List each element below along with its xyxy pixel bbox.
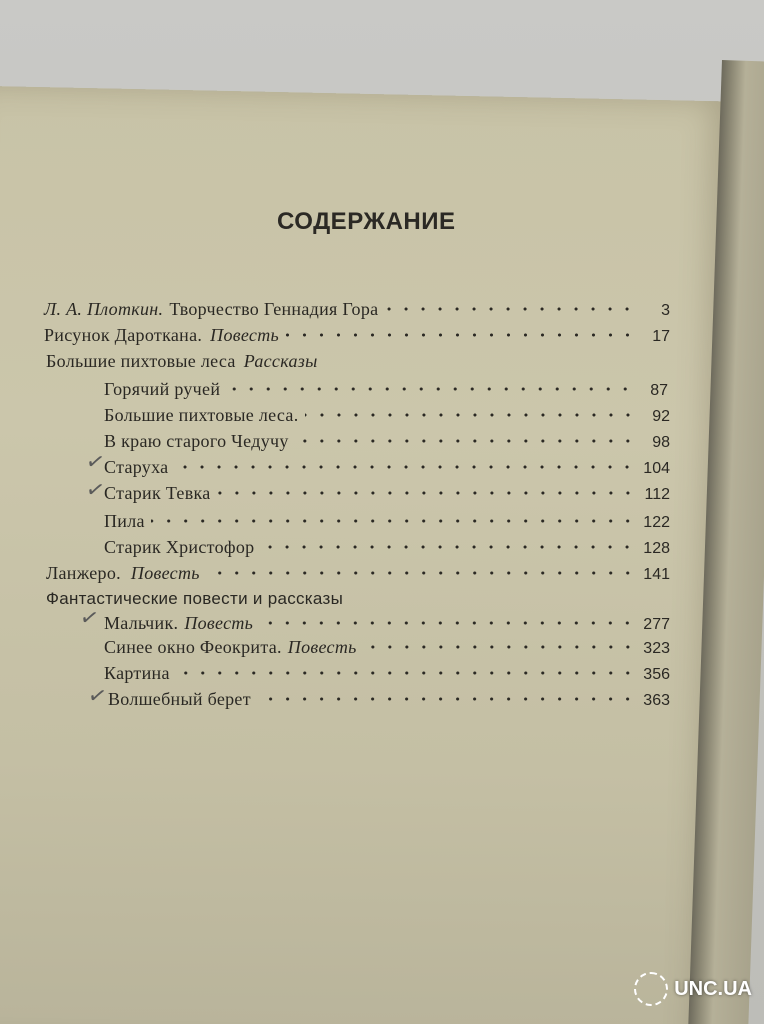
entry-genre: Повесть	[210, 325, 280, 345]
entry-title: Рисунок Дароткана.	[44, 325, 203, 345]
dot-leader	[151, 516, 636, 526]
entry-genre: Повесть	[130, 563, 200, 583]
dot-leader	[384, 304, 636, 314]
entry-page-number: 98	[652, 434, 670, 451]
toc-section	[46, 586, 466, 612]
entry-page-number: 356	[643, 666, 670, 683]
entry-title: В краю старого Чедучу	[104, 431, 289, 451]
dot-leader	[295, 436, 636, 446]
entry-title: Старик Христофор	[104, 537, 255, 557]
entry-title: Картина	[104, 663, 170, 683]
toc-entry	[104, 454, 670, 480]
toc-entry	[104, 508, 670, 534]
dot-leader	[363, 642, 636, 652]
toc-entry	[44, 322, 670, 348]
sunburst-logo-icon	[634, 972, 668, 1006]
entry-page-number: 87	[650, 382, 668, 399]
toc-entry	[104, 376, 668, 402]
toc-entry	[46, 560, 670, 586]
section-genre: Рассказы	[243, 351, 318, 371]
entry-page-number: 104	[643, 460, 670, 477]
pencil-check-mark: ✓	[83, 448, 107, 477]
dot-leader	[305, 410, 636, 420]
entry-title: Пила	[104, 511, 145, 531]
entry-title: Горячий ручей	[104, 379, 221, 399]
section-title: Большие пихтовые леса	[46, 351, 236, 371]
entry-page-number: 17	[652, 328, 670, 345]
toc-entry	[104, 610, 670, 636]
entry-title: Старуха	[104, 457, 169, 477]
dot-leader	[176, 668, 636, 678]
toc-entry	[104, 534, 670, 560]
entry-title: Мальчик.	[104, 613, 179, 633]
watermark	[634, 972, 752, 1006]
entry-page-number: 277	[643, 616, 670, 633]
entry-page-number: 112	[644, 486, 670, 503]
entry-genre: Повесть	[287, 637, 357, 657]
entry-title: Большие пихтовые леса.	[104, 405, 299, 425]
entry-title: Волшебный берет	[108, 689, 251, 709]
pencil-check-mark: ✓	[83, 476, 107, 505]
toc-entry	[44, 296, 670, 322]
pencil-check-mark: ✓	[85, 682, 109, 711]
dot-leader	[257, 694, 636, 704]
dot-leader	[206, 568, 636, 578]
entry-page-number: 141	[643, 566, 670, 583]
entry-page-number: 92	[652, 408, 670, 425]
toc-entry	[104, 480, 670, 506]
entry-page-number: 128	[643, 540, 670, 557]
toc-entry	[104, 402, 670, 428]
toc-entry	[104, 660, 670, 686]
dot-leader	[259, 618, 636, 628]
entry-page-number: 363	[643, 692, 670, 709]
entry-genre: Повесть	[184, 613, 254, 633]
entry-page-number: 323	[643, 640, 670, 657]
dot-leader	[226, 384, 634, 394]
pencil-check-mark: ✓	[77, 604, 101, 633]
entry-title: Синее окно Феокрита.	[104, 637, 282, 657]
dot-leader	[174, 462, 636, 472]
toc-entry	[108, 686, 670, 712]
section-title: Фантастические повести и рассказы	[46, 589, 344, 608]
dot-leader	[260, 542, 636, 552]
entry-title: Старик Тевка	[104, 483, 211, 503]
entry-title: Ланжеро.	[46, 563, 121, 583]
dot-leader	[285, 330, 636, 340]
watermark-text: UNC.UA	[674, 977, 752, 1000]
toc-section	[46, 348, 466, 374]
toc-entry	[104, 428, 670, 454]
page-title: СОДЕРЖАНИЕ	[277, 208, 456, 235]
entry-title: Творчество Геннадия Гора	[169, 299, 379, 319]
entry-author: Л. А. Плоткин.	[44, 299, 164, 319]
entry-page-number: 122	[643, 514, 670, 531]
toc-entry	[104, 634, 670, 660]
dot-leader	[217, 488, 636, 498]
entry-page-number: 3	[661, 302, 670, 319]
